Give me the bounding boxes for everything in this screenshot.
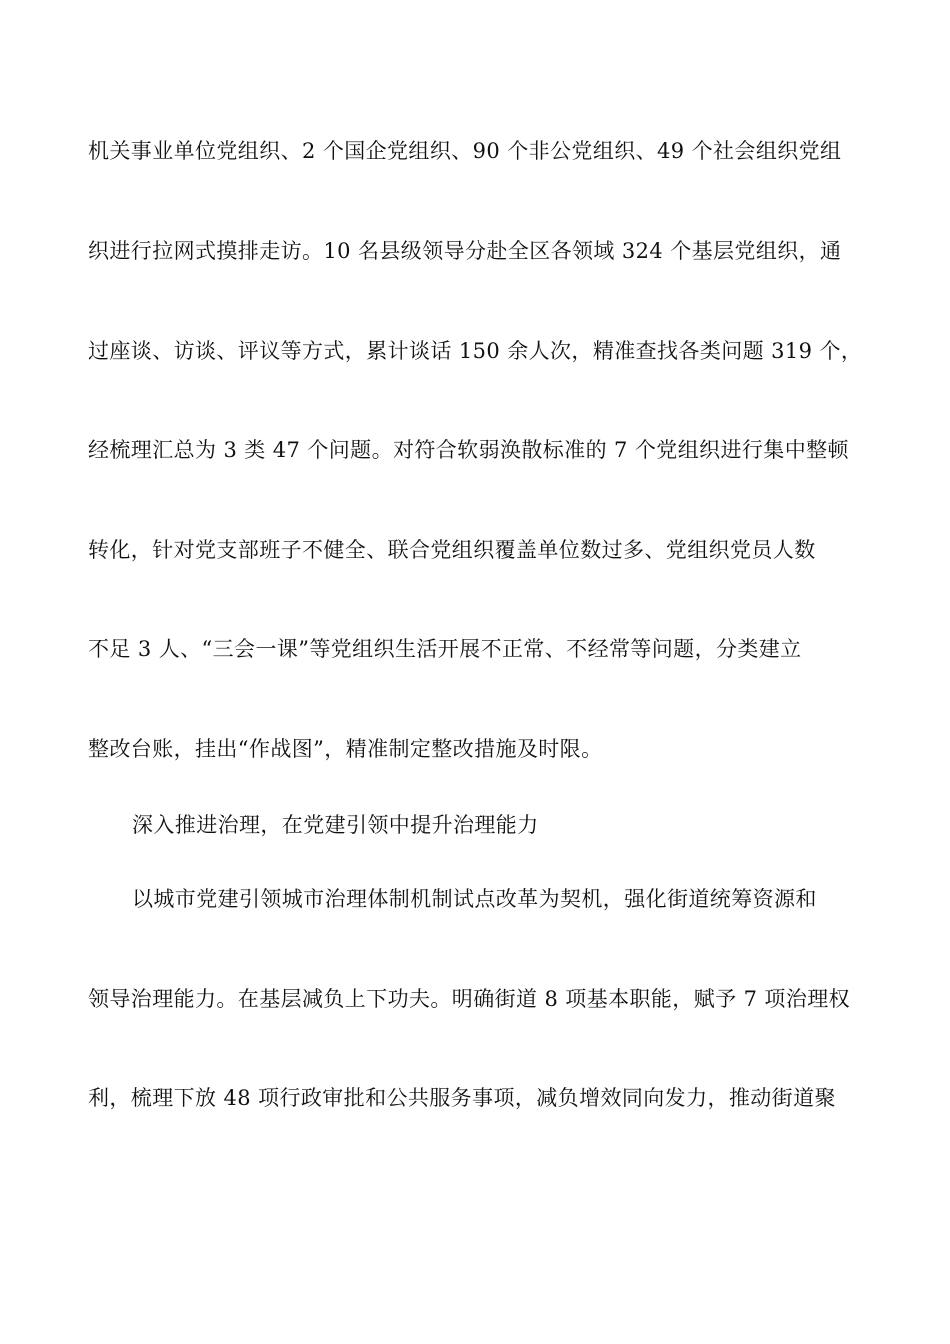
section-heading: 深入推进治理，在党建引领中提升治理能力 — [132, 813, 539, 837]
paragraph-2-line-3: 利，梳理下放 48 项行政审批和公共服务事项，减负增效同向发力，推动街道聚 — [88, 1086, 836, 1110]
paragraph-1-line-6: 不足 3 人、“三会一课”等党组织生活开展不正常、不经常等问题，分类建立 — [88, 637, 802, 661]
paragraph-1-line-2: 织进行拉网式摸排走访。10 名县级领导分赴全区各领域 324 个基层党组织，通 — [88, 239, 842, 263]
paragraph-2-line-1: 以城市党建引领城市治理体制机制试点改革为契机，强化街道统筹资源和 — [132, 887, 817, 911]
paragraph-1-line-4: 经梳理汇总为 3 类 47 个问题。对符合软弱涣散标准的 7 个党组织进行集中整顿 — [88, 438, 849, 462]
paragraph-1-line-5: 转化，针对党支部班子不健全、联合党组织覆盖单位数过多、党组织党员人数 — [88, 538, 816, 562]
paragraph-1-line-3: 过座谈、访谈、评议等方式，累计谈话 150 余人次，精准查找各类问题 319 个， — [88, 339, 863, 363]
paragraph-1-line-7: 整改台账，挂出“作战图”，精准制定整改措施及时限。 — [88, 737, 603, 761]
paragraph-2-line-2: 领导治理能力。在基层减负上下功夫。明确街道 8 项基本职能，赋予 7 项治理权 — [88, 987, 851, 1011]
paragraph-1-line-1: 机关事业单位党组织、2 个国企党组织、90 个非公党组织、49 个社会组织党组 — [88, 139, 842, 163]
